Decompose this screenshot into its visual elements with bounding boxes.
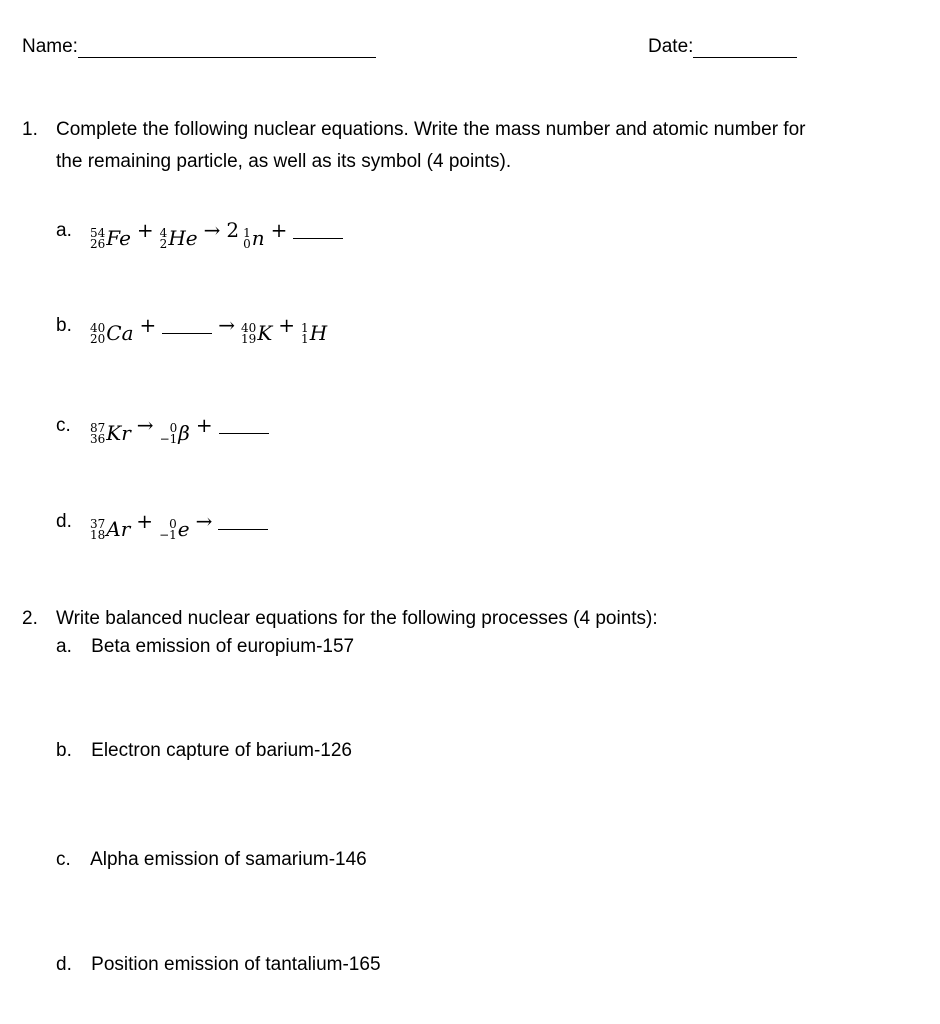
process-letter: c. bbox=[56, 849, 71, 870]
nuclide bbox=[90, 226, 131, 250]
atomic-number: −1 bbox=[159, 432, 178, 446]
equation-letter: b. bbox=[56, 315, 72, 336]
process-letter: b. bbox=[56, 740, 72, 761]
mass-number: 1 bbox=[243, 226, 251, 240]
mass-number: 0 bbox=[169, 421, 178, 435]
atomic-number: 1 bbox=[301, 332, 309, 346]
coefficient: 2 bbox=[226, 218, 240, 242]
process-item-c bbox=[56, 849, 367, 871]
mass-number: 37 bbox=[90, 517, 106, 531]
operator: → bbox=[195, 509, 213, 533]
nuclide bbox=[159, 517, 190, 541]
nuclear-equation bbox=[90, 413, 269, 445]
operator: → bbox=[218, 313, 236, 337]
nuclide bbox=[241, 321, 272, 345]
equation-letter: d. bbox=[56, 511, 72, 532]
mass-number: 54 bbox=[90, 226, 106, 240]
question-1-text-line1: Complete the following nuclear equations. Write the mass number and atomic number for bbox=[56, 119, 806, 140]
answer-blank[interactable] bbox=[218, 513, 268, 530]
element-symbol: n bbox=[251, 226, 265, 250]
nuclear-equation bbox=[90, 218, 343, 250]
question-1-text-line2: the remaining particle, as well as its symbol (4 points). bbox=[56, 151, 512, 172]
process-item-a bbox=[56, 636, 354, 658]
mass-number: 87 bbox=[90, 421, 106, 435]
nuclear-equation bbox=[90, 509, 268, 541]
name-label: Name: bbox=[22, 36, 78, 57]
mass-number: 40 bbox=[90, 321, 106, 335]
atomic-number: 19 bbox=[241, 332, 257, 346]
nuclear-equation bbox=[90, 313, 327, 345]
process-text: Alpha emission of samarium-146 bbox=[90, 849, 367, 870]
name-field bbox=[22, 36, 376, 58]
question-1-number: 1. bbox=[22, 119, 38, 140]
nuclide bbox=[243, 226, 265, 250]
process-text: Beta emission of europium-157 bbox=[91, 636, 355, 657]
operator: + bbox=[136, 218, 154, 242]
operator: + bbox=[278, 313, 296, 337]
atomic-number: 18 bbox=[90, 528, 106, 542]
mass-number: 4 bbox=[159, 226, 168, 240]
nuclide bbox=[160, 226, 198, 250]
element-symbol: Kr bbox=[106, 421, 131, 445]
date-blank[interactable] bbox=[693, 41, 797, 58]
operator: + bbox=[270, 218, 288, 242]
atomic-number: −1 bbox=[159, 528, 177, 542]
nuclide bbox=[90, 421, 131, 445]
nuclide bbox=[160, 421, 190, 445]
process-item-b bbox=[56, 740, 352, 762]
name-blank[interactable] bbox=[78, 41, 376, 58]
element-symbol: β bbox=[178, 421, 190, 445]
nuclide bbox=[301, 321, 327, 345]
process-letter: d. bbox=[56, 954, 72, 975]
nuclide bbox=[90, 321, 134, 345]
element-symbol: e bbox=[177, 517, 190, 541]
mass-number: 0 bbox=[169, 517, 177, 531]
mass-number: 40 bbox=[241, 321, 257, 335]
process-text: Position emission of tantalium-165 bbox=[91, 954, 381, 975]
question-2-number: 2. bbox=[22, 608, 38, 629]
equation-letter: c. bbox=[56, 415, 71, 436]
answer-blank[interactable] bbox=[162, 317, 212, 334]
operator: + bbox=[195, 413, 213, 437]
process-text: Electron capture of barium-126 bbox=[91, 740, 353, 761]
atomic-number: 2 bbox=[159, 237, 168, 251]
date-label: Date: bbox=[648, 36, 694, 57]
element-symbol: Ca bbox=[106, 321, 134, 345]
question-1-text bbox=[56, 114, 926, 178]
question-2-text: Write balanced nuclear equations for the following processes (4 points): bbox=[56, 608, 658, 629]
operator: → bbox=[203, 218, 221, 242]
answer-blank[interactable] bbox=[293, 222, 343, 239]
equation-letter: a. bbox=[56, 220, 72, 241]
mass-number: 1 bbox=[301, 321, 309, 335]
operator: + bbox=[136, 509, 154, 533]
atomic-number: 26 bbox=[90, 237, 106, 251]
date-field bbox=[648, 36, 797, 58]
process-item-d bbox=[56, 954, 381, 976]
element-symbol: He bbox=[168, 226, 198, 250]
nuclide bbox=[90, 517, 130, 541]
operator: + bbox=[139, 313, 157, 337]
atomic-number: 20 bbox=[90, 332, 106, 346]
element-symbol: K bbox=[257, 321, 273, 345]
atomic-number: 36 bbox=[90, 432, 106, 446]
element-symbol: H bbox=[309, 321, 328, 345]
element-symbol: Ar bbox=[106, 517, 131, 541]
atomic-number: 0 bbox=[243, 237, 251, 251]
answer-blank[interactable] bbox=[219, 417, 269, 434]
operator: → bbox=[136, 413, 154, 437]
process-letter: a. bbox=[56, 636, 72, 657]
element-symbol: Fe bbox=[106, 226, 131, 250]
